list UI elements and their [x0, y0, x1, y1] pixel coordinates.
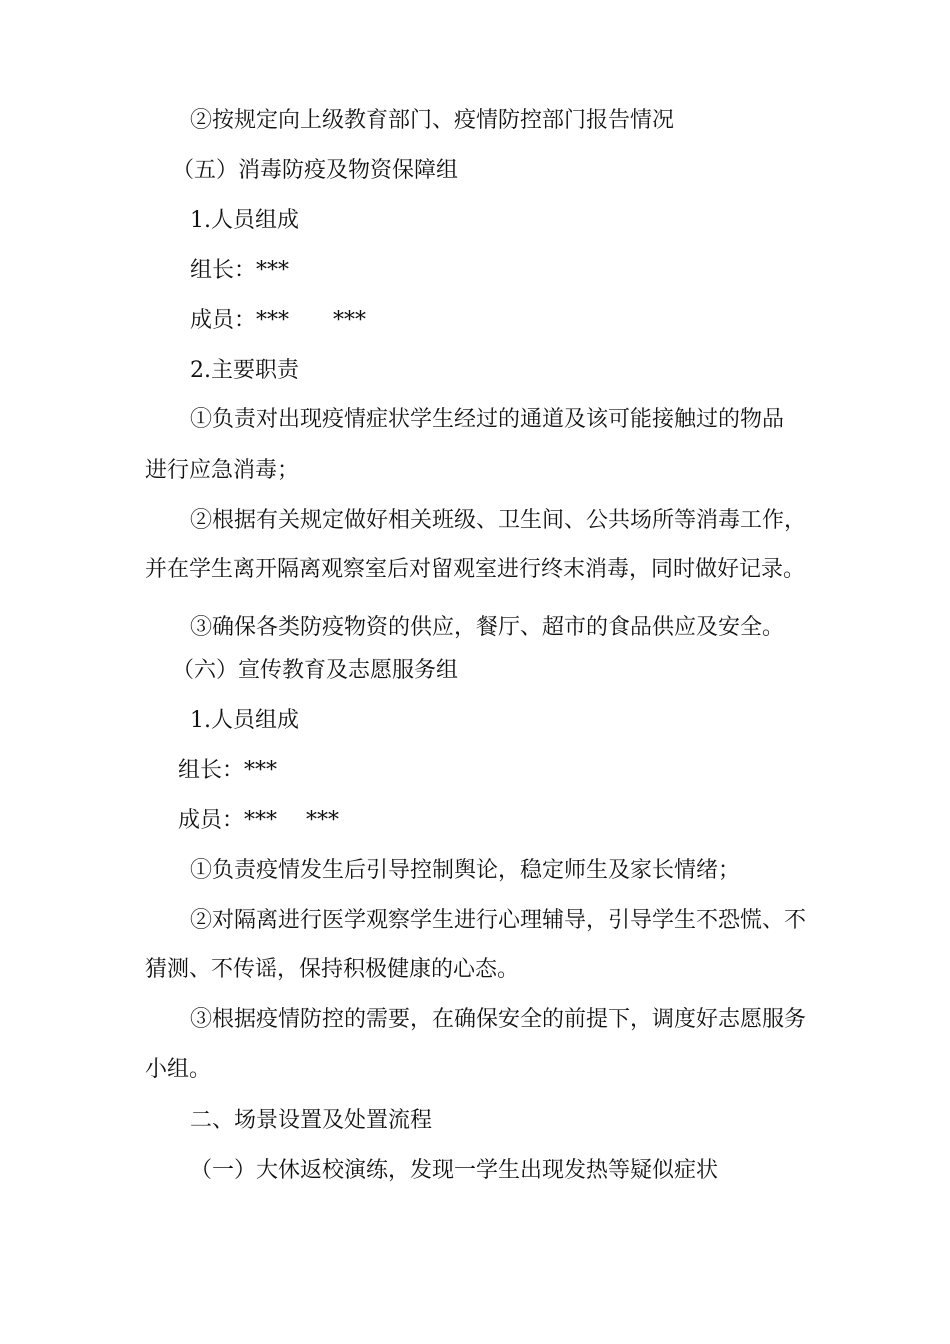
- text-line: 组长：***: [190, 258, 290, 283]
- text-line: 成员：*** ***: [178, 808, 339, 833]
- section-heading: （五）消毒防疫及物资保障组: [172, 158, 459, 183]
- text-line: ①负责对出现疫情症状学生经过的通道及该可能接触过的物品: [190, 407, 785, 432]
- subheading: 1.人员组成: [190, 208, 299, 233]
- text-line: ②根据有关规定做好相关班级、卫生间、公共场所等消毒工作，: [190, 508, 807, 533]
- text-line: 组长：***: [178, 758, 278, 783]
- text-line: ②按规定向上级教育部门、疫情防控部门报告情况: [190, 108, 675, 133]
- text-line: 进行应急消毒；: [145, 458, 300, 483]
- subheading: 1.人员组成: [190, 708, 299, 733]
- text-line: ③根据疫情防控的需要，在确保安全的前提下，调度好志愿服务: [190, 1007, 807, 1032]
- text-line: 猜测、不传谣，保持积极健康的心态。: [145, 957, 520, 982]
- section-heading: 二、场景设置及处置流程: [190, 1108, 433, 1133]
- subheading: 2.主要职责: [190, 358, 299, 383]
- text-line: ①负责疫情发生后引导控制舆论，稳定师生及家长情绪；: [190, 858, 741, 883]
- text-line: ③确保各类防疫物资的供应，餐厅、超市的食品供应及安全。: [190, 615, 785, 640]
- text-line: 小组。: [145, 1057, 212, 1082]
- text-line: ②对隔离进行医学观察学生进行心理辅导，引导学生不恐慌、不: [190, 908, 807, 933]
- section-heading: （六）宣传教育及志愿服务组: [172, 658, 459, 683]
- text-line: 并在学生离开隔离观察室后对留观室进行终末消毒，同时做好记录。: [145, 557, 806, 582]
- text-line: 成员：*** ***: [190, 308, 367, 333]
- section-heading: （一）大休返校演练，发现一学生出现发热等疑似症状: [190, 1158, 719, 1183]
